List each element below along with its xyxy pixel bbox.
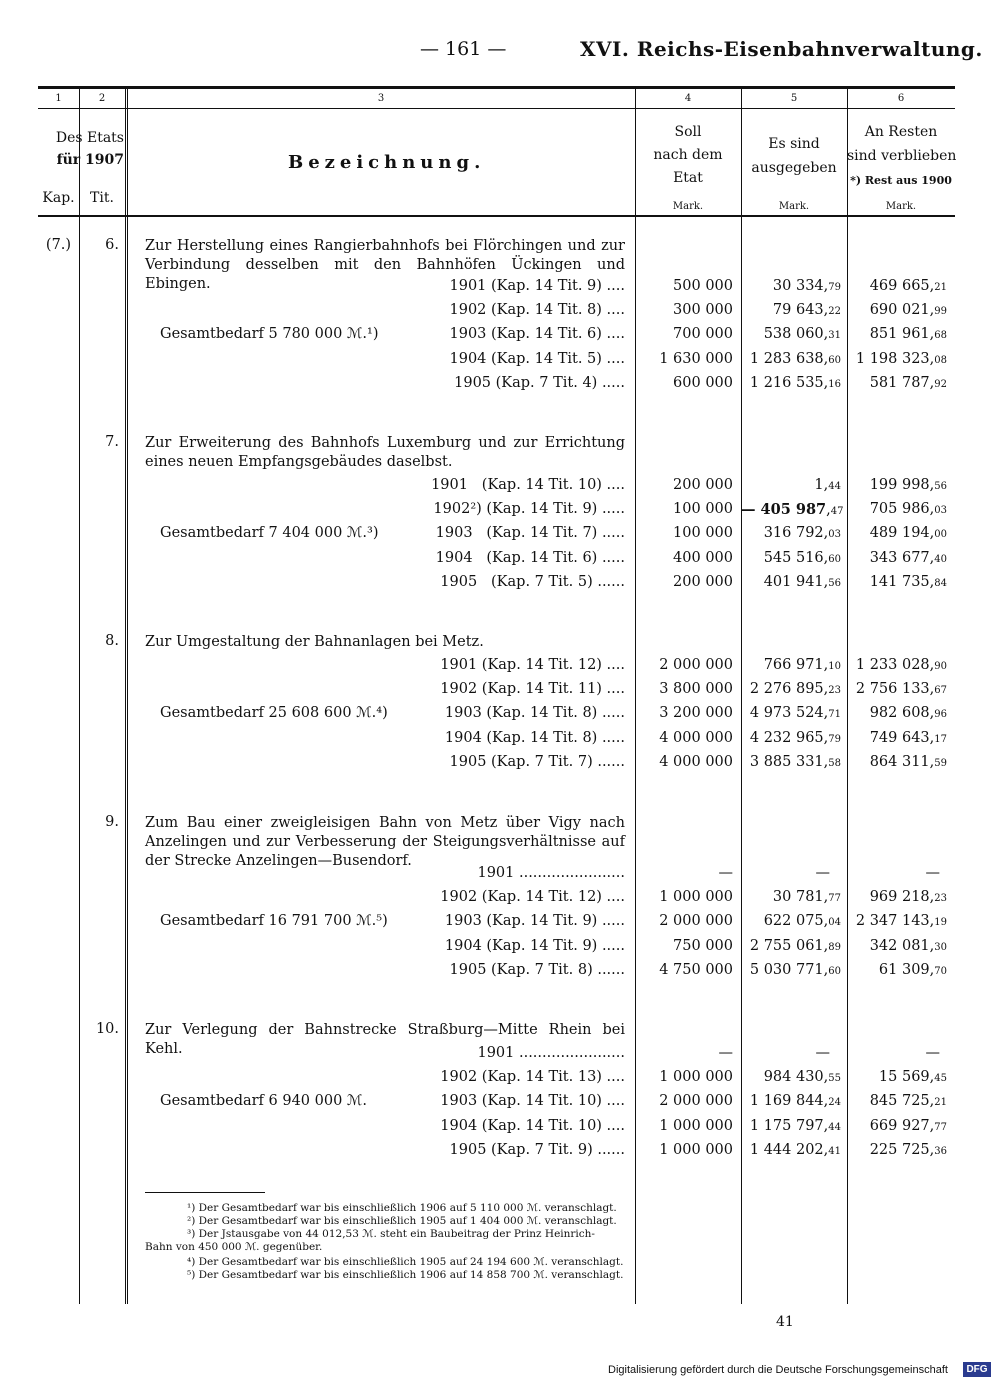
header-resten-1: An Resten [864,124,938,140]
row-rest-mark: 15 569 [878,1069,930,1086]
row-rest-mark: 342 081 [869,937,930,954]
row-ausgegeben-mark: 1 216 535 [749,374,824,391]
row-ausgegeben-mark: 2 755 061 [749,937,824,954]
row-rest-pf: 00 [934,529,947,541]
row-ausgegeben-mark: 1 175 797 [749,1117,824,1134]
row-year-label: 1902 (Kap. 14 Tit. 11) .... [440,681,625,698]
row-ausgegeben: 1,44 [814,477,841,493]
row-rest: 199 998,56 [869,477,947,493]
header-bottom-rule [38,215,955,217]
row-ausgegeben: 1 444 202,41 [749,1141,841,1158]
row-soll: 100 000 [673,525,733,542]
row-ausgegeben: 5 030 771,60 [749,961,841,978]
row-soll: 1 000 000 [659,1141,733,1158]
row-year-label: 1902 (Kap. 14 Tit. 13) .... [440,1069,625,1086]
row-ausgegeben: 30 781,77 [772,889,841,906]
unit-mark-ausgegeben: Mark. [778,201,810,212]
row-rest: 15 569,45 [878,1069,947,1086]
row-rest-mark: 669 927 [869,1117,930,1134]
row-rest: 1 233 028,90 [855,657,947,673]
row-rest-pf: 36 [934,1145,947,1157]
row-ausgegeben-pf: 23 [828,685,841,697]
row-ausgegeben-pf: 47 [830,506,844,518]
footnote: ³) Der Jstausgabe von 44 012,53 ℳ. steht ein Baubeitrag der Prinz Heinrich- [187,1228,595,1240]
row-year-label: 1901 ....................... [477,1045,625,1061]
row-rest-mark: 469 665 [869,278,930,294]
page-number: — 161 — [420,38,507,60]
row-ausgegeben-mark: 30 781 [772,889,824,906]
footnote: ¹) Der Gesamtbedarf war bis einschließlich 1906 auf 5 110 000 ℳ. veranschlagt. [187,1202,617,1214]
entry-description: Zur Erweiterung des Bahnhofs Luxemburg und zur Errichtung eines neuen Empfangsgebäudes daselbst. [145,435,625,470]
row-ausgegeben-mark: 4 973 524 [749,705,824,722]
col-divider-1 [79,89,80,1304]
row-year-label: 1903 (Kap. 14 Tit. 10) .... [440,1093,625,1110]
row-ausgegeben-pf: 55 [828,1073,841,1085]
footnote: ⁵) Der Gesamtbedarf war bis einschließlich 1906 auf 14 858 700 ℳ. veranschlagt. [187,1269,624,1281]
footnote: Bahn von 450 000 ℳ. gegenüber. [145,1241,323,1253]
row-ausgegeben-pf: 44 [828,481,841,492]
row-ausgegeben: 4 973 524,71 [749,705,841,722]
row-soll: 2 000 000 [659,1093,733,1110]
row-rest: 2 347 143,19 [855,913,947,930]
unit-mark-soll: Mark. [672,201,704,212]
entry-description: Zur Verlegung der Bahnstrecke Straßburg—Mitte Rhein bei Kehl. [145,1022,625,1057]
row-rest: 669 927,77 [869,1117,947,1134]
header-ausgegeben-2: ausgegeben [751,160,837,176]
row-soll: 100 000 [673,501,733,518]
row-ausgegeben-mark: 401 941 [763,573,824,590]
row-year-label: 1901 (Kap. 14 Tit. 12) .... [440,657,625,673]
row-ausgegeben-mark: 984 430 [763,1069,824,1086]
row-ausgegeben: 1 283 638,60 [749,350,841,367]
row-year-label: 1902 (Kap. 14 Tit. 12) .... [440,889,625,906]
row-soll: 4 000 000 [659,753,733,770]
row-year-label: 1904 (Kap. 14 Tit. 9) ..... [444,937,625,954]
row-ausgegeben-pf: 31 [828,330,841,342]
entry-gesamtbedarf: Gesamtbedarf 16 791 700 ℳ.⁵) [160,913,388,930]
row-ausgegeben-pf: 71 [828,709,841,721]
row-ausgegeben-pf: 89 [828,941,841,953]
row-ausgegeben-pf: 24 [828,1097,841,1109]
col-number-6: 6 [897,93,905,104]
entry-tit: 6. [105,237,119,253]
row-ausgegeben-mark: 1 283 638 [749,350,824,367]
row-ausgegeben: 4 232 965,79 [749,729,841,746]
row-rest-mark: 690 021 [869,302,930,319]
row-year-label: 1901 (Kap. 14 Tit. 9) .... [449,278,625,294]
row-ausgegeben: 2 755 061,89 [749,937,841,954]
row-ausgegeben: 2 276 895,23 [749,681,841,698]
row-year-label: 1904 (Kap. 14 Tit. 8) ..... [444,729,625,746]
row-soll: — [718,865,733,881]
row-rest: 489 194,00 [869,525,947,542]
row-soll: 750 000 [673,937,733,954]
row-soll: 4 000 000 [659,729,733,746]
row-rest [870,865,940,881]
row-year-label: 1901 ....................... [477,865,625,881]
entry-tit: 9. [105,814,119,830]
col-number-2: 2 [98,93,106,104]
row-rest-mark: 2 347 143 [855,913,930,930]
row-year-label: 1905 (Kap. 7 Tit. 7) ...... [449,753,625,770]
row-year-label: 1903 (Kap. 14 Tit. 6) .... [449,326,625,343]
row-rest-pf: 40 [934,553,947,565]
entry-description: Zum Bau einer zweigleisigen Bahn von Metz über Vigy nach Anzelingen und zur Verbesserung der Steigungsverhältnisse auf der Strecke Anzelingen—Busendorf. [145,815,625,869]
row-soll: 2 000 000 [659,913,733,930]
row-year-label: 1904 (Kap. 14 Tit. 10) .... [440,1117,625,1134]
row-ausgegeben-pf: 03 [828,529,841,541]
row-rest-pf: 30 [934,941,947,953]
row-soll: 300 000 [673,302,733,319]
row-rest: 749 643,17 [869,729,947,746]
row-rest-pf: 70 [934,965,947,977]
row-ausgegeben [770,1045,830,1061]
row-ausgegeben-pf: 04 [828,917,841,929]
row-ausgegeben-pf: 56 [828,577,841,589]
row-year-label: 1903 (Kap. 14 Tit. 9) ..... [444,913,625,930]
row-year-label: 1905 (Kap. 7 Tit. 9) ...... [449,1141,625,1158]
entry-tit: 8. [105,633,119,649]
row-soll: 600 000 [673,374,733,391]
row-soll: 200 000 [673,477,733,493]
row-rest-mark: 969 218 [869,889,930,906]
row-rest-mark: 489 194 [869,525,930,542]
row-rest: 705 986,03 [869,501,947,518]
row-year-label: 1905 (Kap. 7 Tit. 4) ..... [454,374,625,391]
row-ausgegeben-mark: 538 060 [763,326,824,343]
row-rest: 969 218,23 [869,889,947,906]
row-ausgegeben-mark: 30 334 [772,278,824,294]
row-ausgegeben-mark: 545 516 [763,549,824,566]
row-rest-pf: 99 [934,306,947,318]
row-soll: — [718,1045,733,1061]
row-ausgegeben-mark: 3 885 331 [749,753,824,770]
page-footer-number: 41 [776,1314,794,1330]
row-rest-mark: 199 998 [869,477,930,493]
row-rest-pf: 45 [934,1073,947,1085]
row-ausgegeben-mark: — [815,865,830,881]
row-rest-mark: 845 725 [869,1093,930,1110]
row-soll: 3 200 000 [659,705,733,722]
entry-gesamtbedarf: Gesamtbedarf 6 940 000 ℳ. [160,1093,368,1110]
row-rest-pf: 84 [934,577,947,589]
row-ausgegeben-pf: 44 [828,1121,841,1133]
row-rest-mark: 141 735 [869,573,930,590]
header-tit: Tit. [90,190,114,206]
row-ausgegeben-pf: 10 [828,661,841,672]
header-soll-2: nach dem [653,147,723,163]
row-rest-pf: 96 [934,709,947,721]
entry-kap: (7.) [45,237,72,253]
row-soll: 1 630 000 [659,350,733,367]
row-rest-mark: 705 986 [869,501,930,518]
row-ausgegeben-pf: 60 [828,354,841,366]
footnote: ²) Der Gesamtbedarf war bis einschließlich 1905 auf 1 404 000 ℳ. veranschlagt. [187,1215,617,1227]
entry-gesamtbedarf: Gesamtbedarf 5 780 000 ℳ.¹) [160,326,379,343]
section-title: XVI. Reichs-Eisenbahnverwaltung. [580,37,983,61]
row-soll: 400 000 [673,549,733,566]
row-year-label: 1905 (Kap. 7 Tit. 8) ...... [449,961,625,978]
row-ausgegeben: 984 430,55 [763,1069,841,1086]
row-ausgegeben-pf: 60 [828,965,841,977]
row-ausgegeben-pf: 22 [828,306,841,318]
row-rest-pf: 21 [934,282,947,293]
row-rest: 2 756 133,67 [855,681,947,698]
row-rest: 469 665,21 [869,278,947,294]
dfg-logo: DFG [963,1362,991,1377]
row-rest-pf: 90 [934,661,947,672]
row-soll: 500 000 [673,278,733,294]
row-rest-mark: 1 233 028 [855,657,930,673]
row-ausgegeben-mark: 1 [814,477,824,493]
footnote-rule [145,1192,265,1193]
col-number-1: 1 [55,93,62,104]
row-ausgegeben [770,865,830,881]
row-rest-mark: 225 725 [869,1141,930,1158]
row-rest-pf: 03 [934,505,947,517]
row-rest-pf: 92 [934,378,947,390]
row-rest: 61 309,70 [878,961,947,978]
header-resten-2: sind verblieben [847,148,957,164]
table-top-rule [38,86,955,89]
row-rest-mark: — [925,865,940,881]
row-rest-pf: 08 [934,354,947,366]
row-rest: 225 725,36 [869,1141,947,1158]
row-year-label: 1902²) (Kap. 14 Tit. 9) ..... [433,501,625,518]
row-rest: 141 735,84 [869,573,947,590]
row-ausgegeben-pf: 60 [828,553,841,565]
header-kap: Kap. [42,190,75,206]
row-ausgegeben-mark: — [815,1045,830,1061]
row-ausgegeben-mark: 5 030 771 [749,961,824,978]
row-ausgegeben: 316 792,03 [763,525,841,542]
entry-tit: 7. [105,434,119,450]
row-rest-pf: 59 [934,757,947,769]
row-ausgegeben: 3 885 331,58 [749,753,841,770]
row-rest: 343 677,40 [869,549,947,566]
row-rest-mark: 581 787 [869,374,930,391]
row-ausgegeben: 1 169 844,24 [749,1093,841,1110]
header-ausgegeben-1: Es sind [768,136,820,152]
row-ausgegeben: 79 643,22 [772,302,841,319]
footnote: ⁴) Der Gesamtbedarf war bis einschließlich 1905 auf 24 194 600 ℳ. veranschlagt. [187,1256,624,1268]
col-number-5: 5 [790,93,798,104]
row-rest-pf: 19 [934,917,947,929]
row-ausgegeben-pf: 16 [828,378,841,390]
row-rest: 581 787,92 [869,374,947,391]
row-ausgegeben: — 405 987,47 [741,501,844,519]
entry-tit: 10. [95,1021,119,1037]
row-ausgegeben-pf: 79 [828,282,841,293]
col-divider-2b [127,89,128,1304]
row-soll: 4 750 000 [659,961,733,978]
header-soll-3: Etat [673,170,703,186]
row-ausgegeben: 622 075,04 [763,913,841,930]
row-rest-pf: 77 [934,1121,947,1133]
entry-gesamtbedarf: Gesamtbedarf 7 404 000 ℳ.³) [160,525,379,542]
unit-mark-resten: Mark. [885,201,917,212]
row-ausgegeben-mark: 316 792 [763,525,824,542]
column-number-rule [38,108,955,109]
row-rest: 1 198 323,08 [855,350,947,367]
row-rest: 845 725,21 [869,1093,947,1110]
digitization-note: Digitalisierung gefördert durch die Deutsche Forschungsgemeinschaft [608,1364,948,1376]
row-rest-mark: 343 677 [869,549,930,566]
row-rest-pf: 17 [934,733,947,745]
row-rest-mark: 2 756 133 [855,681,930,698]
row-ausgegeben-mark: — 405 987 [741,501,827,519]
row-ausgegeben-mark: 1 169 844 [749,1093,824,1110]
row-soll: 2 000 000 [659,657,733,673]
row-rest-pf: 23 [934,893,947,905]
row-ausgegeben: 30 334,79 [772,278,841,294]
header-des-etats: Des Etats [55,130,124,146]
row-year-label: 1904 (Kap. 14 Tit. 6) ..... [435,549,625,566]
entry-description: Zur Herstellung eines Rangierbahnhofs bei Flörchingen und zur Verbindung desselben mit den Bahnhöfen Ückingen und Ebingen. [145,238,625,292]
row-ausgegeben-mark: 1 444 202 [749,1141,824,1158]
row-ausgegeben: 1 175 797,44 [749,1117,841,1134]
row-soll: 200 000 [673,573,733,590]
row-rest-mark: 864 311 [869,753,930,770]
header-bezeichnung: Bezeichnung. [288,152,486,173]
row-year-label: 1903 (Kap. 14 Tit. 7) ..... [435,525,625,542]
row-ausgegeben-mark: 4 232 965 [749,729,824,746]
row-rest-pf: 67 [934,685,947,697]
row-rest-pf: 68 [934,330,947,342]
row-ausgegeben-mark: 2 276 895 [749,681,824,698]
row-rest-mark: — [925,1045,940,1061]
row-ausgegeben: 766 971,10 [763,657,841,673]
row-year-label: 1904 (Kap. 14 Tit. 5) .... [449,350,625,367]
row-rest: 864 311,59 [869,753,947,770]
row-ausgegeben-mark: 79 643 [772,302,824,319]
row-rest-pf: 21 [934,1097,947,1109]
row-year-label: 1901 (Kap. 14 Tit. 10) .... [431,477,625,493]
col-number-4: 4 [684,93,692,104]
row-rest: 342 081,30 [869,937,947,954]
row-rest-mark: 749 643 [869,729,930,746]
row-rest-mark: 61 309 [878,961,930,978]
row-year-label: 1903 (Kap. 14 Tit. 8) ..... [444,705,625,722]
row-ausgegeben-mark: 622 075 [763,913,824,930]
row-ausgegeben: 401 941,56 [763,573,841,590]
row-ausgegeben-pf: 58 [828,757,841,769]
row-ausgegeben-pf: 41 [828,1145,841,1157]
header-soll-1: Soll [674,124,702,140]
row-ausgegeben: 1 216 535,16 [749,374,841,391]
row-rest-mark: 1 198 323 [855,350,930,367]
row-year-label: 1902 (Kap. 14 Tit. 8) .... [449,302,625,319]
row-ausgegeben-pf: 77 [828,893,841,905]
row-soll: 1 000 000 [659,889,733,906]
row-rest: 982 608,96 [869,705,947,722]
row-rest: 690 021,99 [869,302,947,319]
row-year-label: 1905 (Kap. 7 Tit. 5) ...... [440,573,625,590]
row-soll: 1 000 000 [659,1117,733,1134]
entry-gesamtbedarf: Gesamtbedarf 25 608 600 ℳ.⁴) [160,705,388,722]
row-rest-pf: 56 [934,481,947,492]
col-number-3: 3 [377,93,385,104]
row-soll: 3 800 000 [659,681,733,698]
row-rest: 851 961,68 [869,326,947,343]
row-rest-mark: 851 961 [869,326,930,343]
row-ausgegeben-pf: 79 [828,733,841,745]
row-rest [870,1045,940,1061]
entry-description: Zur Umgestaltung der Bahnanlagen bei Metz. [145,634,484,650]
row-ausgegeben-mark: 766 971 [763,657,824,673]
row-soll: 700 000 [673,326,733,343]
row-ausgegeben: 538 060,31 [763,326,841,343]
col-divider-2 [125,89,126,1304]
row-soll: 1 000 000 [659,1069,733,1086]
row-rest-mark: 982 608 [869,705,930,722]
row-ausgegeben: 545 516,60 [763,549,841,566]
header-fuer-1907: für 1907 [56,152,124,168]
header-resten-note: *) Rest aus 1900 [850,174,952,187]
